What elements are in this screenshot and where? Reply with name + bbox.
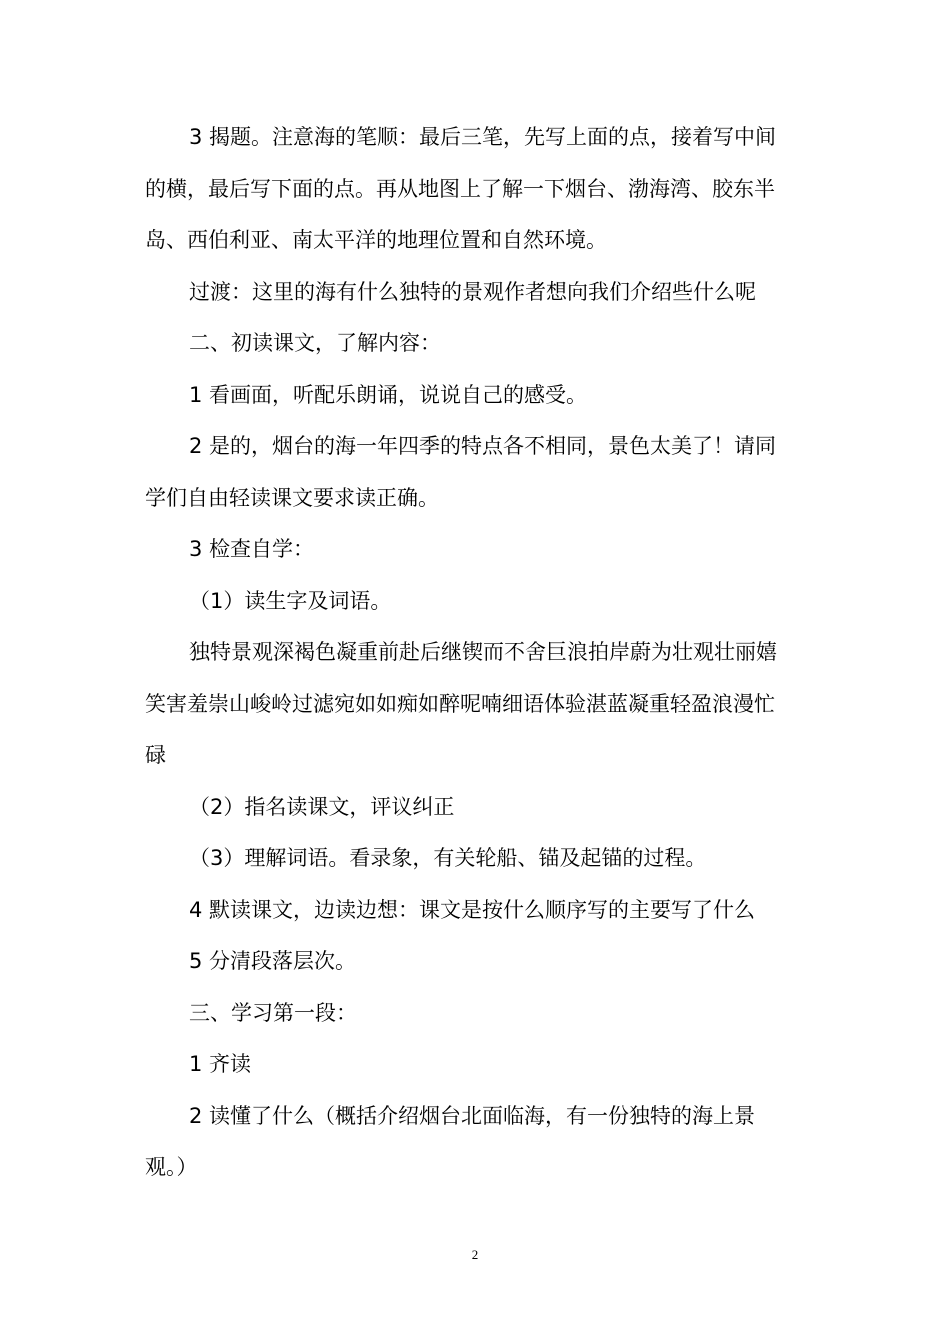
document-body — [145, 112, 795, 1194]
section-heading-first-reading: 二、初读课文，了解内容： — [189, 331, 441, 355]
paragraph-step-2: 2 是的，烟台的海一年四季的特点各不相同，景色太美了！请同学们自由轻读课文要求读正确。 — [145, 434, 777, 510]
paragraph-step-5: 5 分清段落层次。 — [189, 949, 357, 973]
paragraph-intro-topic: 3 揭题。注意海的笔顺：最后三笔，先写上面的点，接着写中间的横，最后写下面的点。再从地图上了解一下烟台、渤海湾、胶东半岛、西伯利亚、南太平洋的地理位置和自然环境。 — [145, 125, 777, 252]
paragraph-understanding: 2 读懂了什么（概括介绍烟台北面临海，有一份独特的海上景观。） — [145, 1103, 756, 1179]
paragraph-vocabulary-list: 独特景观深褐色凝重前赴后继锲而不舍巨浪拍岸蔚为壮观壮丽嬉笑害羞崇山峻岭过滤宛如如痴如醉呢喃细语体验湛蓝凝重轻盈浪漫忙碌 — [145, 640, 777, 767]
paragraph-step-3: 3 检查自学： — [189, 537, 315, 561]
paragraph-read-aloud: 1 齐读 — [189, 1052, 252, 1076]
paragraph-step-4: 4 默读课文，边读边想：课文是按什么顺序写的主要写了什么 — [189, 897, 756, 922]
page-number: 2 — [471, 1247, 479, 1262]
paragraph-transition: 过渡：这里的海有什么独特的景观作者想向我们介绍些什么呢 — [189, 279, 756, 304]
paragraph-substep-1: （1）读生字及词语。 — [189, 588, 392, 613]
paragraph-step-1: 1 看画面，听配乐朗诵，说说自己的感受。 — [189, 382, 588, 407]
section-heading-first-section: 三、学习第一段： — [189, 1000, 357, 1025]
paragraph-substep-2: （2）指名读课文，评议纠正 — [189, 794, 455, 819]
paragraph-substep-3: （3）理解词语。看录象，有关轮船、锚及起锚的过程。 — [189, 846, 707, 870]
